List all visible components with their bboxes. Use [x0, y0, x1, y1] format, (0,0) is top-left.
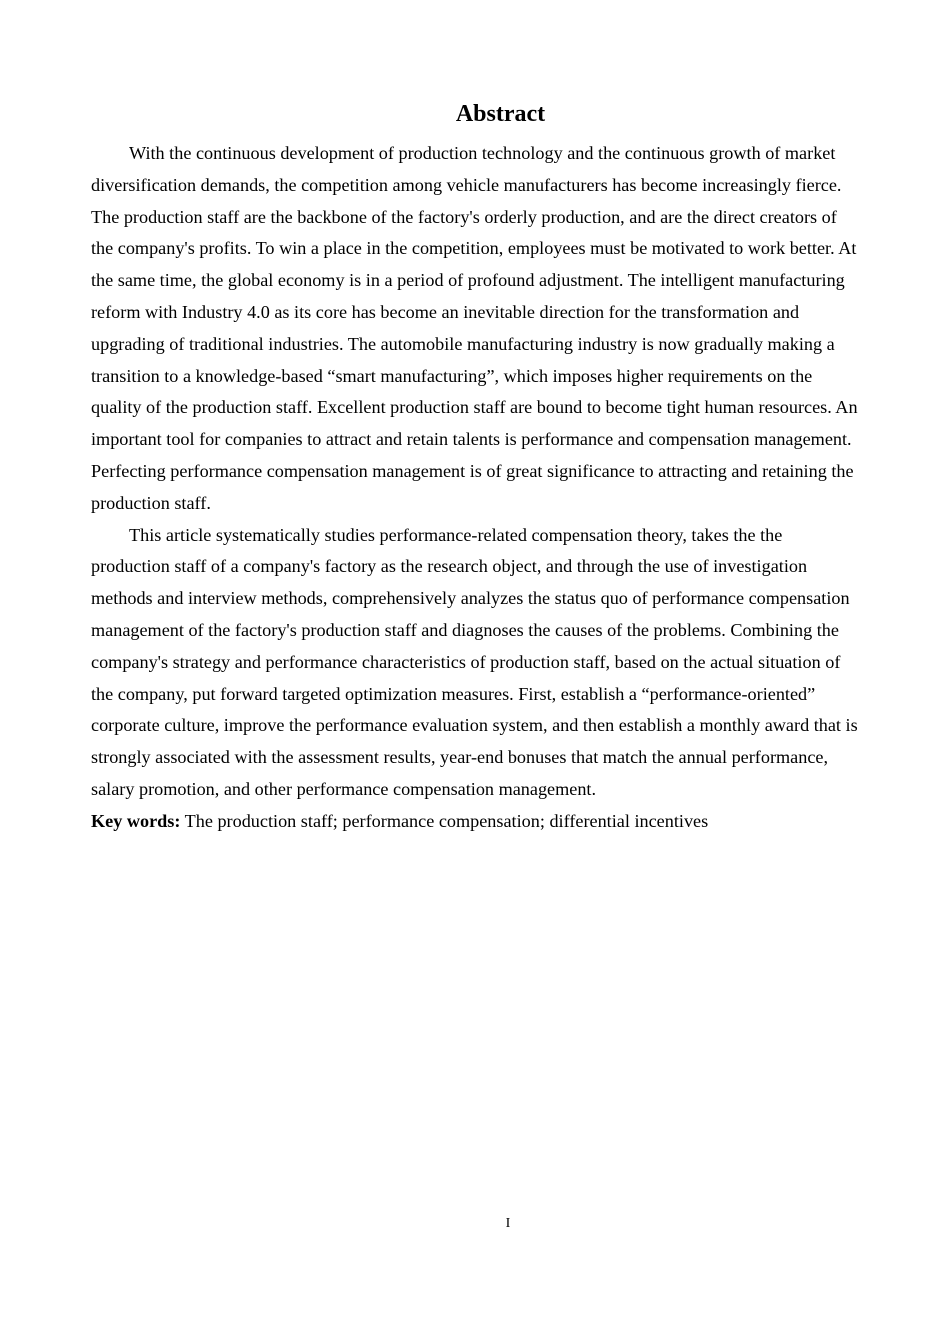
keywords-line — [91, 806, 861, 838]
page-number: I — [505, 1216, 511, 1231]
abstract-paragraph-2: This article systematically studies performance-related compensation theory, takes the the production staff of a company's factory as the research object, and through the use of investigation methods and interview methods, comprehensively analyzes the status quo of performance compensation management of the factory's production staff and diagnoses the causes of the problems. Combining the company's strategy and performance characteristics of production staff, based on the actual situation of the company, put forward targeted optimization measures. First, establish a “performance-oriented” corporate culture, improve the performance evaluation system, and then establish a monthly award that is strongly associated with the assessment results, year-end bonuses that match the annual performance, salary promotion, and other performance compensation management. — [91, 524, 858, 799]
abstract-body — [91, 138, 861, 838]
abstract-title: Abstract — [455, 101, 546, 127]
keywords-text: The production staff; performance compensation; differential incentives — [180, 810, 709, 831]
abstract-paragraph-1: With the continuous development of production technology and the continuous growth of market diversification demands, the competition among vehicle manufacturers has become increasingly fierce. The production staff are the backbone of the factory's orderly production, and are the direct creators of the company's profits. To win a place in the competition, employees must be motivated to work better. At the same time, the global economy is in a period of profound adjustment. The intelligent manufacturing reform with Industry 4.0 as its core has become an inevitable direction for the transformation and upgrading of traditional industries. The automobile manufacturing industry is now gradually making a transition to a knowledge-based “smart manufacturing”, which imposes higher requirements on the quality of the production staff. Excellent production staff are bound to become tight human resources. An important tool for companies to attract and retain talents is performance and compensation management. Perfecting performance compensation management is of great significance to attracting and retaining the production staff. — [91, 143, 858, 513]
keywords-label: Key words: — [91, 810, 181, 831]
